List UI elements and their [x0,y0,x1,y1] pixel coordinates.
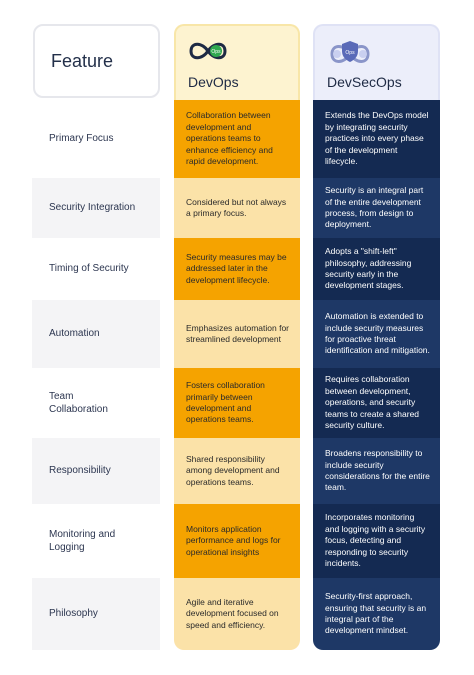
devops-column-header [174,24,300,100]
devsecops-cell: Extends the DevOps model by integrating security practices into every phase of the development lifecycle. [313,100,440,178]
devsecops-cell: Automation is extended to include security measures for proactive threat identification and mitigation. [313,300,440,368]
devsecops-cell: Incorporates monitoring and logging with a security focus, detecting and responding to security incidents. [313,504,440,578]
devsecops-cell: Security is an integral part of the entire development process, from design to deployment. [313,178,440,238]
feature-column-header [33,24,160,98]
table-row [32,178,440,238]
table-row [32,300,440,368]
devops-cell: Considered but not always a primary focus. [174,178,300,238]
devops-cell: Emphasizes automation for streamlined development [174,300,300,368]
table-row [32,504,440,578]
svg-text:Ops: Ops [211,49,221,55]
devops-cell: Agile and iterative development focused on speed and efficiency. [174,578,300,650]
feature-cell: Primary Focus [49,133,114,145]
devsecops-cell: Broadens responsibility to include security considerations for the entire team. [313,438,440,504]
svg-text:Ops: Ops [345,50,355,56]
feature-cell: Security Integration [32,178,160,238]
devops-cell: Security measures may be addressed later in the development lifecycle. [174,238,300,300]
devsecops-column-header [313,24,440,100]
table-row [32,100,440,178]
devsecops-infinity-shield-icon [327,38,373,68]
feature-header-label: Feature [51,50,114,71]
devops-infinity-icon [188,38,228,64]
table-row [32,438,440,504]
devsecops-cell: Security-first approach, ensuring that security is an integral part of the development mindset. [313,578,440,650]
devops-cell: Monitors application performance and logs for operational insights [174,504,300,578]
table-row [32,368,440,438]
table-row [32,578,440,650]
devsecops-header-label: DevSecOps [327,74,402,90]
table-row [32,238,440,300]
devops-cell: Fosters collaboration primarily between development and operations teams. [174,368,300,438]
feature-cell: Team Collaboration [49,390,108,415]
feature-cell: Timing of Security [49,263,129,275]
devsecops-cell: Requires collaboration between development, operations, and security teams to create a shared security culture. [313,368,440,438]
devops-cell: Shared responsibility among development and operations teams. [174,438,300,504]
feature-cell: Monitoring and Logging [49,528,116,553]
devops-cell: Collaboration between development and operations teams to enhance efficiency and rapid development. [174,100,300,178]
devops-header-label: DevOps [188,74,239,90]
feature-cell: Automation [32,300,160,368]
feature-cell: Responsibility [32,438,160,504]
devsecops-cell: Adopts a "shift-left" philosophy, addressing security early in the development stages. [313,238,440,300]
feature-cell: Philosophy [32,578,160,650]
